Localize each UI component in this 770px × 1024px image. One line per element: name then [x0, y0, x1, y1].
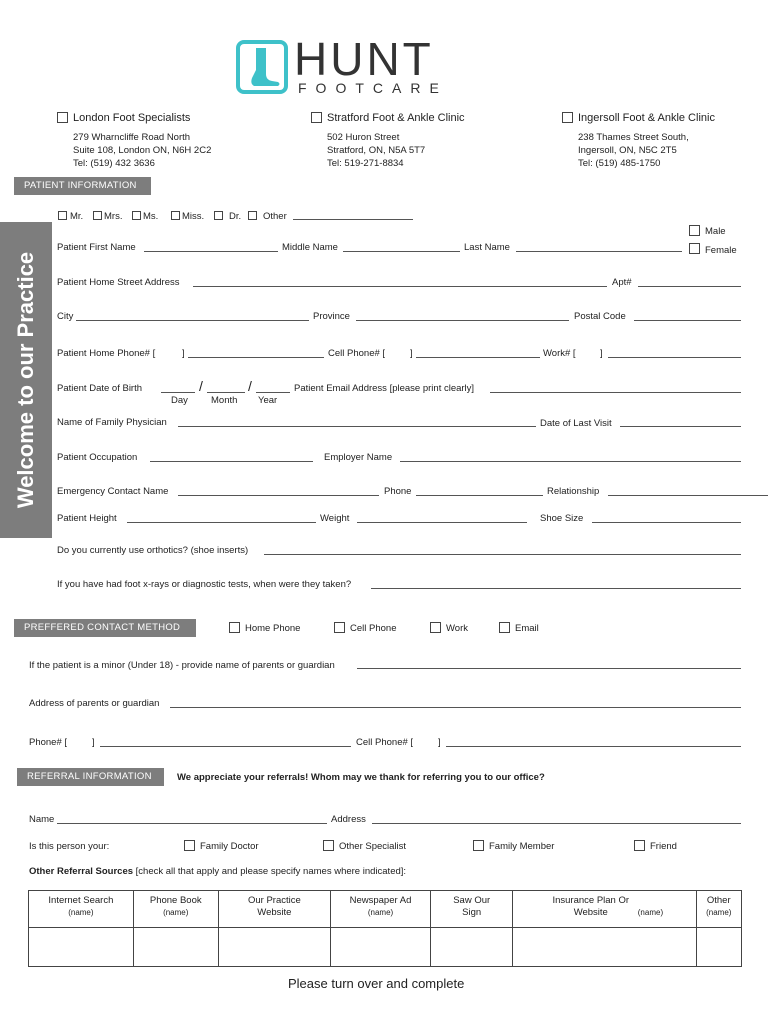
street-field[interactable] — [193, 286, 607, 287]
cell-phone-bracket: ] — [410, 348, 413, 359]
gender-male-checkbox[interactable] — [689, 225, 700, 236]
shoe-size-label: Shoe Size — [540, 513, 584, 524]
guardian-address-field[interactable] — [170, 707, 741, 708]
referral-source-entry[interactable] — [431, 928, 513, 967]
referral-friend-checkbox[interactable] — [634, 840, 645, 851]
apt-field[interactable] — [638, 286, 741, 287]
work-phone-bracket: ] — [600, 348, 603, 359]
dob-label: Patient Date of Birth — [57, 383, 143, 394]
employer-field[interactable] — [400, 461, 741, 462]
last-visit-field[interactable] — [620, 426, 741, 427]
province-field[interactable] — [356, 320, 569, 321]
emergency-field[interactable] — [178, 495, 379, 496]
title-mr-checkbox[interactable] — [58, 211, 67, 220]
title-mrs-checkbox[interactable] — [93, 211, 102, 220]
postal-label: Postal Code — [574, 311, 626, 322]
dob-slash: / — [248, 378, 252, 394]
referral-source-title: Insurance Plan Or Website — [552, 895, 630, 918]
dob-day-field[interactable] — [161, 392, 195, 393]
guardian-phone-bracket: ] — [92, 737, 95, 748]
referral-sources-table — [28, 890, 742, 967]
referral-source-sub: (name) — [706, 908, 732, 917]
middle-name-field[interactable] — [343, 251, 460, 252]
referral-thanks: We appreciate your referrals! Whom may we thank for referring you to our office? — [177, 772, 545, 783]
dob-year-label: Year — [258, 395, 278, 406]
referral-friend-label: Friend — [650, 841, 677, 852]
referral-source-entry[interactable] — [29, 928, 134, 967]
gender-male-label: Male — [705, 226, 726, 237]
cell-phone-label: Cell Phone# [ — [328, 348, 386, 359]
other-referral-sources-note: [check all that apply and please specify names where indicated]: — [133, 866, 407, 877]
referral-source-cell — [431, 891, 513, 928]
referral-source-entry[interactable] — [133, 928, 218, 967]
xrays-field[interactable] — [371, 588, 741, 589]
orthotics-label: Do you currently use orthotics? (shoe inserts) — [57, 545, 249, 556]
email-field[interactable] — [490, 392, 741, 393]
clinic-tel: Tel: 519-271-8834 — [327, 158, 404, 169]
clinic-ingersoll-address — [578, 131, 689, 170]
other-referral-sources-title: Other Referral Sources — [29, 866, 134, 877]
section-contact-method: PREFFERED CONTACT METHOD — [14, 619, 196, 637]
employer-label: Employer Name — [324, 452, 393, 463]
referral-source-title: Internet Search — [48, 895, 114, 906]
title-miss-checkbox[interactable] — [171, 211, 180, 220]
relationship-field[interactable] — [608, 495, 768, 496]
referral-family-member-label: Family Member — [489, 841, 555, 852]
height-label: Patient Height — [57, 513, 117, 524]
title-mrs-label: Mrs. — [104, 211, 123, 222]
physician-label: Name of Family Physician — [57, 417, 167, 428]
emergency-phone-label: Phone — [384, 486, 412, 497]
middle-name-label: Middle Name — [282, 242, 338, 253]
clinic-tel: Tel: (519) 485-1750 — [578, 158, 661, 169]
gender-female-checkbox[interactable] — [689, 243, 700, 254]
physician-field[interactable] — [178, 426, 536, 427]
referral-source-sub: (name) — [637, 908, 664, 917]
referral-source-cell — [29, 891, 134, 928]
referral-source-cell — [133, 891, 218, 928]
section-patient-information: PATIENT INFORMATION — [14, 177, 151, 195]
section-referral-information: REFERRAL INFORMATION — [17, 768, 164, 786]
guardian-name-field[interactable] — [357, 668, 741, 669]
title-mr-label: Mr. — [70, 211, 84, 222]
occupation-field[interactable] — [150, 461, 313, 462]
clinic-tel: Tel: (519) 432 3636 — [73, 158, 155, 169]
title-ms-label: Ms. — [143, 211, 159, 222]
xrays-label: If you have had foot x-rays or diagnostic tests, when were they taken? — [57, 579, 352, 590]
work-phone-field[interactable] — [608, 357, 741, 358]
referral-source-cell — [696, 891, 741, 928]
referral-source-entry[interactable] — [331, 928, 431, 967]
cell-phone-field[interactable] — [416, 357, 540, 358]
email-label: Patient Email Address [please print clearly] — [294, 383, 475, 394]
referral-person-label: Is this person your: — [29, 841, 110, 852]
clinic-ingersoll-checkbox[interactable] — [562, 112, 573, 123]
referral-source-title: Newspaper Ad — [349, 895, 412, 906]
contact-home-phone-checkbox[interactable] — [229, 622, 240, 633]
clinic-addr-line2: Ingersoll, ON, N5C 2T5 — [578, 145, 677, 156]
relationship-label: Relationship — [547, 486, 600, 497]
contact-home-phone-label: Home Phone — [245, 623, 301, 634]
logo — [236, 33, 518, 96]
title-dr-checkbox[interactable] — [214, 211, 223, 220]
dob-month-label: Month — [211, 395, 238, 406]
orthotics-field[interactable] — [264, 554, 741, 555]
clinic-stratford-checkbox[interactable] — [311, 112, 322, 123]
referral-source-sub: (name) — [163, 908, 189, 917]
province-label: Province — [313, 311, 350, 322]
guardian-phone-field[interactable] — [100, 746, 351, 747]
foot-logo-icon — [236, 40, 288, 94]
height-field[interactable] — [127, 522, 316, 523]
footer-note: Please turn over and complete — [288, 976, 465, 991]
guardian-cell-label: Cell Phone# [ — [356, 737, 414, 748]
clinic-addr-line1: 502 Huron Street — [327, 132, 400, 143]
title-dr-label: Dr. — [229, 211, 242, 222]
guardian-address-label: Address of parents or guardian — [29, 698, 160, 709]
city-label: City — [57, 311, 74, 322]
contact-email-checkbox[interactable] — [499, 622, 510, 633]
clinic-stratford-name: Stratford Foot & Ankle Clinic — [327, 112, 465, 124]
referral-other-specialist-label: Other Specialist — [339, 841, 407, 852]
clinic-addr-line2: Suite 108, London ON, N6H 2C2 — [73, 145, 212, 156]
referral-source-sub: (name) — [68, 908, 94, 917]
referral-source-title: Our Practice Website — [247, 895, 301, 918]
dob-slash: / — [199, 378, 203, 394]
clinic-stratford-address — [327, 131, 425, 170]
referral-source-cell — [331, 891, 431, 928]
clinic-addr-line2: Stratford, ON, N5A 5T7 — [327, 145, 426, 156]
referral-address-label: Address — [331, 814, 366, 825]
guardian-phone-label: Phone# [ — [29, 737, 68, 748]
referral-source-cell — [218, 891, 330, 928]
occupation-label: Patient Occupation — [57, 452, 138, 463]
contact-cell-phone-checkbox[interactable] — [334, 622, 345, 633]
weight-label: Weight — [320, 513, 350, 524]
guardian-cell-bracket: ] — [438, 737, 441, 748]
referral-other-specialist-checkbox[interactable] — [323, 840, 334, 851]
referral-source-cell — [513, 891, 696, 928]
apt-label: Apt# — [612, 277, 632, 288]
home-phone-bracket: ] — [182, 348, 185, 359]
title-ms-checkbox[interactable] — [132, 211, 141, 220]
referral-address-field[interactable] — [372, 823, 741, 824]
title-other-field[interactable] — [293, 219, 413, 220]
referral-source-title: Saw Our Sign — [453, 895, 491, 918]
first-name-label: Patient First Name — [57, 242, 136, 253]
contact-email-label: Email — [515, 623, 539, 634]
weight-field[interactable] — [357, 522, 527, 523]
referral-family-doctor-label: Family Doctor — [200, 841, 259, 852]
last-name-label: Last Name — [464, 242, 510, 253]
contact-work-checkbox[interactable] — [430, 622, 441, 633]
emergency-label: Emergency Contact Name — [57, 486, 169, 497]
city-field[interactable] — [76, 320, 309, 321]
contact-cell-phone-label: Cell Phone — [350, 623, 397, 634]
title-other-label: Other — [263, 211, 287, 222]
last-name-field[interactable] — [516, 251, 682, 252]
guardian-cell-field[interactable] — [446, 746, 741, 747]
title-miss-label: Miss. — [182, 211, 205, 222]
referral-source-title: Phone Book — [149, 895, 202, 906]
logo-brand: HUNT — [294, 33, 434, 85]
clinic-london-address — [73, 131, 211, 170]
referral-source-title: Other — [706, 895, 731, 906]
shoe-size-field[interactable] — [592, 522, 741, 523]
title-other-checkbox[interactable] — [248, 211, 257, 220]
other-referral-sources — [29, 866, 406, 877]
dob-year-field[interactable] — [256, 392, 290, 393]
clinic-ingersoll-name: Ingersoll Foot & Ankle Clinic — [578, 112, 715, 124]
referral-sources-header-row — [29, 891, 742, 928]
first-name-field[interactable] — [144, 251, 278, 252]
work-phone-label: Work# [ — [543, 348, 576, 359]
street-label: Patient Home Street Address — [57, 277, 180, 288]
referral-source-sub: (name) — [367, 908, 394, 917]
referral-source-entry[interactable] — [696, 928, 741, 967]
referral-family-doctor-checkbox[interactable] — [184, 840, 195, 851]
dob-day-label: Day — [171, 395, 188, 406]
referral-name-field[interactable] — [57, 823, 327, 824]
referral-name-label: Name — [29, 814, 55, 825]
referral-source-entry[interactable] — [218, 928, 330, 967]
gender-female-label: Female — [705, 245, 737, 256]
last-visit-label: Date of Last Visit — [540, 418, 612, 429]
referral-family-member-checkbox[interactable] — [473, 840, 484, 851]
clinic-london-checkbox[interactable] — [57, 112, 68, 123]
clinic-addr-line1: 279 Wharncliffe Road North — [73, 132, 191, 143]
contact-work-label: Work — [446, 623, 468, 634]
side-banner — [0, 222, 52, 538]
referral-sources-entry-row — [29, 928, 742, 967]
side-banner-text: Welcome to our Practice — [13, 251, 38, 509]
dob-month-field[interactable] — [207, 392, 245, 393]
clinic-addr-line1: 238 Thames Street South, — [578, 132, 689, 143]
emergency-phone-field[interactable] — [416, 495, 543, 496]
guardian-minor-label: If the patient is a minor (Under 18) - provide name of parents or guardian — [29, 660, 335, 671]
home-phone-label: Patient Home Phone# [ — [57, 348, 156, 359]
referral-source-entry[interactable] — [513, 928, 696, 967]
home-phone-field[interactable] — [188, 357, 324, 358]
postal-field[interactable] — [634, 320, 741, 321]
clinic-london-name: London Foot Specialists — [73, 112, 191, 124]
logo-sub: FOOTCARE — [298, 80, 448, 96]
